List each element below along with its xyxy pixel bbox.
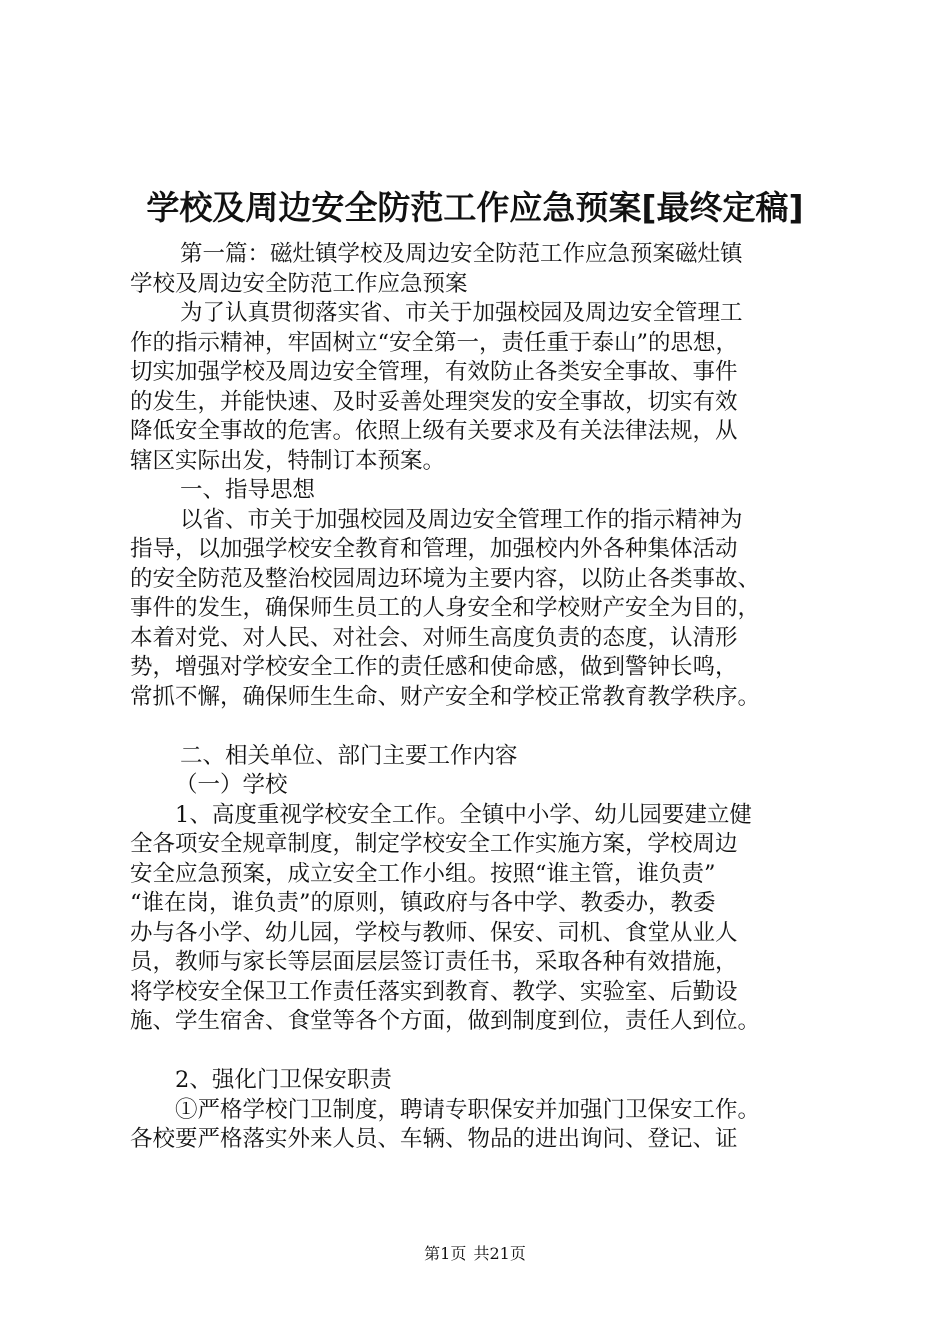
paragraph-line: 安全应急预案，成立安全工作小组。按照“谁主管，谁负责” [130,860,716,887]
paragraph-line: 第一篇：磁灶镇学校及周边安全防范工作应急预案磁灶镇 [180,241,743,267]
page-total: 共21页 [473,1244,526,1263]
paragraph-line: 的发生，并能快速、及时妥善处理突发的安全事故，切实有效 [130,388,738,415]
blank-line [130,1037,830,1067]
page-footer [0,1243,950,1265]
paragraph-line: 为了认真贯彻落实省、市关于加强校园及周边安全管理工 [180,300,743,326]
page-number: 第1页 [424,1244,467,1263]
paragraph-line: ①严格学校门卫制度，聘请专职保安并加强门卫保安工作。 [175,1096,761,1123]
paragraph-line: 学校及周边安全防范工作应急预案 [130,270,468,297]
paragraph-line: “谁在岗，谁负责”的原则，镇政府与各中学、教委办，教委 [130,890,716,916]
section-heading: 二、相关单位、部门主要工作内容 [180,742,518,769]
paragraph-line: 指导，以加强学校安全教育和管理，加强校内外各种集体活动 [130,536,738,562]
paragraph-line: 辖区实际出发，特制订本预案。 [130,447,446,474]
paragraph-line: 势，增强对学校安全工作的责任感和使命感，做到警钟长鸣， [130,654,738,680]
paragraph-line: 1、高度重视学校安全工作。全镇中小学、幼儿园要建立健 [175,801,752,828]
section-heading: 一、指导思想 [180,477,316,503]
document-body [130,240,830,1155]
paragraph-line: 常抓不懈，确保师生生命、财产安全和学校正常教育教学秩序。 [130,683,761,710]
paragraph-line: 全各项安全规章制度，制定学校安全工作实施方案，学校周边 [130,831,738,857]
paragraph-line: 降低安全事故的危害。依照上级有关要求及有关法律法规，从 [130,418,738,444]
blank-line [130,712,830,742]
paragraph-line: 事件的发生，确保师生员工的人身安全和学校财产安全为目的， [130,595,761,621]
paragraph-line: 切实加强学校及周边安全管理，有效防止各类安全事故、事件 [130,359,738,385]
paragraph-line: 办与各小学、幼儿园，学校与教师、保安、司机、食堂从业人 [130,919,738,946]
paragraph-line: 本着对党、对人民、对社会、对师生高度负责的态度，认清形 [130,624,738,651]
subsection-heading: （一）学校 [175,772,288,798]
paragraph-line: 以省、市关于加强校园及周边安全管理工作的指示精神为 [180,506,743,533]
document-title: 学校及周边安全防范工作应急预案[最终定稿] [146,188,804,227]
paragraph-line: 施、学生宿舍、食堂等各个方面，做到制度到位，责任人到位。 [130,1008,761,1034]
paragraph-line: 作的指示精神，牢固树立“安全第一，责任重于泰山”的思想， [130,329,739,356]
paragraph-line: 员，教师与家长等层面层层签订责任书，采取各种有效措施， [130,949,738,975]
paragraph-line: 各校要严格落实外来人员、车辆、物品的进出询问、登记、证 [130,1126,738,1152]
paragraph-line: 将学校安全保卫工作责任落实到教育、教学、实验室、后勤设 [130,978,738,1005]
subsection-heading: 2、强化门卫保安职责 [175,1067,392,1093]
paragraph-line: 的安全防范及整治校园周边环境为主要内容，以防止各类事故、 [130,565,761,592]
